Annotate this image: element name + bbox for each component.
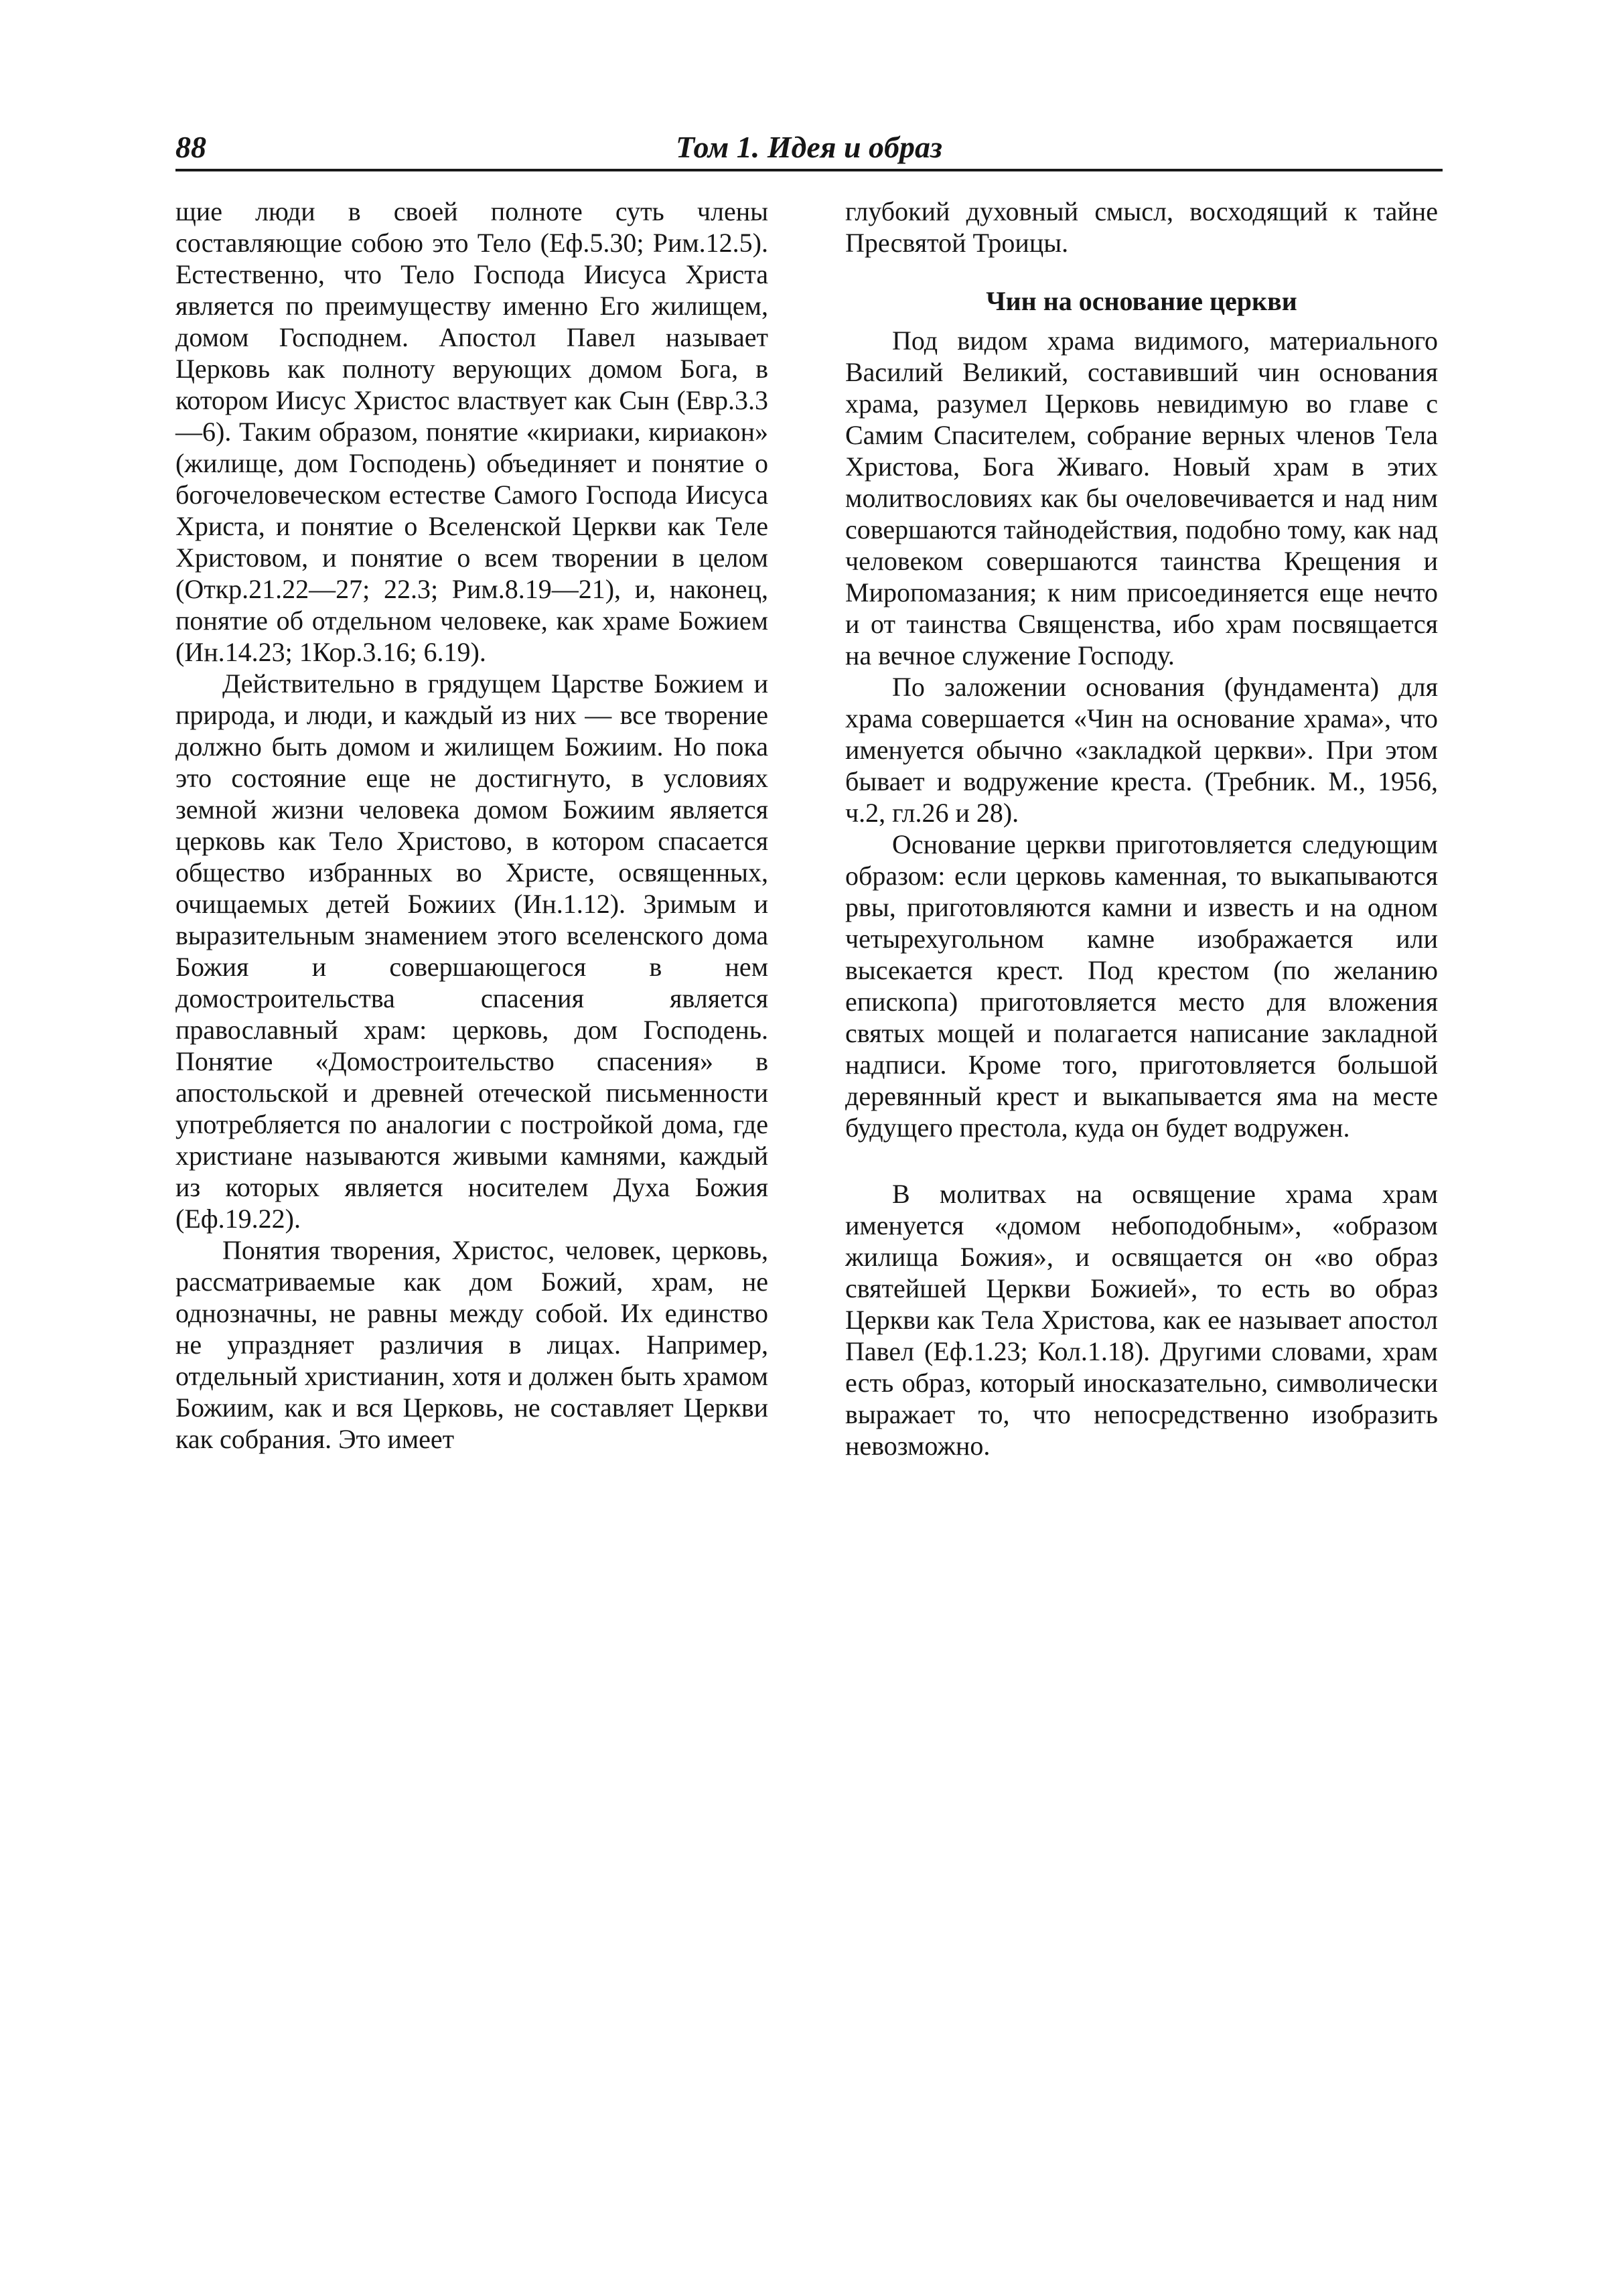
body-paragraph: Понятия творения, Христос, человек, церковь, рассматриваемые как дом Божий, храм, не однозначны, не равны между собой. Их единство не упраздняет различия в лицах. Например, отдельный христианин, хотя и должен быть храмом Божиим, как и вся Церковь, не составляет Церкви как собрания. Это имеет: [175, 1235, 768, 1454]
left-column: [175, 196, 768, 1455]
page-header: [175, 126, 1443, 171]
body-paragraph: глубокий духовный смысл, восходящий к тайне Пресвятой Троицы.: [845, 196, 1438, 258]
body-paragraph: По заложении основания (фундамента) для храма совершается «Чин на основание храма», что именуется обычно «закладкой церкви». При этом бывает и водружение креста. (Требник. М., 1956, ч.2, гл.26 и 28).: [845, 672, 1438, 828]
body-paragraph: Основание церкви приготовляется следующим образом: если церковь каменная, то выкапываются рвы, приготовляются камни и известь и на одном четырехугольном камне изображается или высекается крест. Под крестом (по желанию епископа) приготовляется место для вложения святых мощей и полагается написание закладной надписи. Кроме того, приготовляется большой деревянный крест и выкапывается яма на месте будущего престола, куда он будет водружен.: [845, 829, 1438, 1143]
running-title: Том 1. Идея и образ: [676, 130, 942, 164]
body-paragraph: щие люди в своей полноте суть члены составляющие собою это Тело (Еф.5.30; Рим.12.5). Естественно, что Тело Господа Иисуса Христа является по преимуществу именно Его жилищем, домом Господнем. Апостол Павел называет Церковь как полноту верующих домом Бога, в котором Иисус Христос властвует как Сын (Евр.3.3—6). Таким образом, понятие «кириаки, кириакон» (жилище, дом Господень) объединяет и понятие о богочеловеческом естестве Самого Господа Иисуса Христа, и понятие о Вселенской Церкви как Теле Христовом, и понятие о всем творении в целом (Откр.21.22—27; 22.3; Рим.8.19—21), и, наконец, понятие об отдельном человеке, как храме Божием (Ин.14.23; 1Кор.3.16; 6.19).: [175, 196, 768, 667]
body-paragraph: В молитвах на освящение храма храм именуется «домом небоподобным», «образом жилища Божия», и освящается он «во образ святейшей Церкви Божией», то есть во образ Церкви как Тела Христова, как ее называет апостол Павел (Еф.1.23; Кол.1.18). Другими словами, храм есть образ, который иносказательно, символически выражает то, что непосредственно изобразить невозможно.: [845, 1179, 1438, 1461]
section-heading: Чин на основание церкви: [986, 286, 1297, 316]
body-paragraph: Под видом храма видимого, материального Василий Великий, составивший чин основания храма, разумел Церковь невидимую во главе с Самим Спасителем, собрание верных членов Тела Христова, Бога Живаго. Новый храм в этих молитвословиях как бы очеловечивается и над ним совершаются тайнодействия, подобно тому, как над человеком совершаются таинства Крещения и Миропомазания; к ним присоединяется еще нечто и от таинства Священства, ибо храм посвящается на вечное служение Господу.: [845, 326, 1438, 670]
paragraph-gap: [845, 1143, 1438, 1178]
page-number: 88: [175, 130, 206, 164]
right-column: [845, 196, 1438, 1461]
body-paragraph: Действительно в грядущем Царстве Божием и природа, и люди, и каждый из них — все творение должно быть домом и жилищем Божиим. Но пока это состояние еще не достигнуто, в условиях земной жизни человека домом Божиим является церковь как Тело Христово, в котором спасается общество избранных во Христе, освященных, очищаемых детей Божиих (Ин.1.12). Зримым и выразительным знамением этого вселенского дома Божия и совершающегося в нем домостроительства спасения является православный храм: церковь, дом Господень. Понятие «Домостроительство спасения» в апостольской и древней отеческой письменности употребляется по аналогии с постройкой дома, где христиане называются живыми камнями, каждый из которых является носителем Духа Божия (Еф.19.22).: [175, 668, 768, 1234]
